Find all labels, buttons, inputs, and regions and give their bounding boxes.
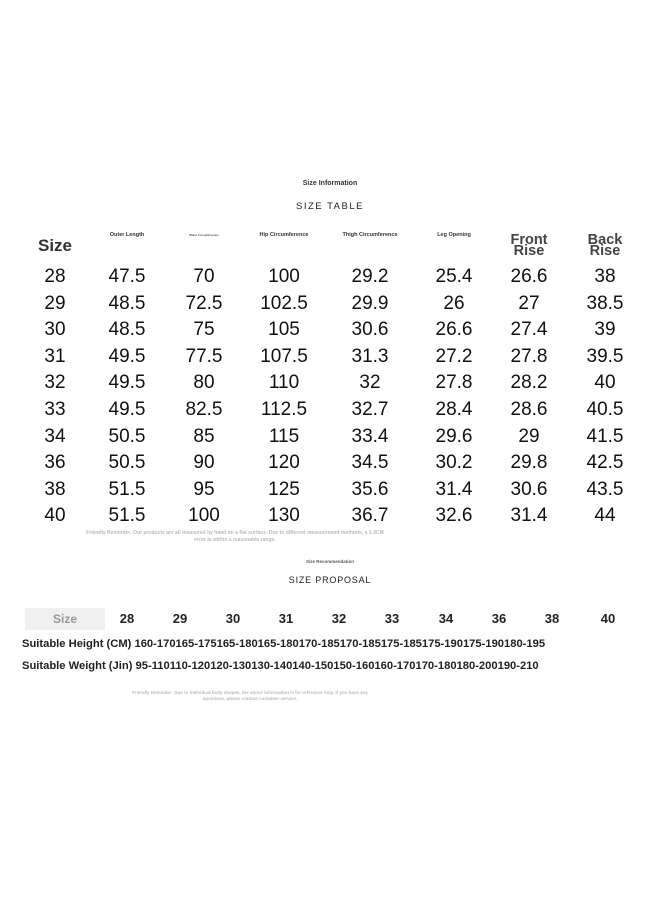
proposal-size-cell: 40 — [600, 611, 616, 626]
table-cell: 41.5 — [586, 425, 624, 447]
table-cell: 36.7 — [351, 505, 389, 527]
table-cell: 27.2 — [435, 345, 473, 367]
table-cell: 42.5 — [586, 452, 624, 474]
table-cell: 49.5 — [108, 398, 146, 420]
table-row — [22, 264, 632, 291]
table-cell: 75 — [193, 319, 215, 341]
table-cell: 130 — [268, 505, 300, 527]
table-cell: 30.6 — [351, 319, 389, 341]
table-row — [22, 424, 632, 451]
table-cell: 40 — [44, 505, 66, 527]
table-row — [22, 344, 632, 371]
table-cell: 26.6 — [510, 266, 548, 287]
size-table-body — [22, 264, 632, 530]
table-cell: 51.5 — [108, 505, 146, 527]
table-cell: 48.5 — [108, 319, 146, 341]
table-cell: 85 — [193, 425, 215, 447]
table-row — [22, 397, 632, 424]
size-table-header — [22, 228, 632, 264]
table-cell: 125 — [268, 478, 300, 500]
table-cell: 90 — [193, 452, 215, 474]
measurement-reminder: Friendly Reminder: Our products are all measured by hand on a flat surface. Due to different measurement methods, a 1-3CM error is within a reasonable range. — [86, 530, 384, 543]
table-cell: 28 — [44, 266, 66, 287]
table-cell: 39.5 — [586, 345, 624, 367]
proposal-size-cell: 33 — [384, 611, 400, 626]
table-cell: 33 — [44, 398, 66, 420]
header-leg-opening: Leg Opening — [437, 232, 471, 238]
table-cell: 29.6 — [435, 425, 473, 447]
table-cell: 25.4 — [435, 266, 473, 287]
table-cell: 27.8 — [510, 345, 548, 367]
table-cell: 28.2 — [510, 372, 548, 394]
header-front-rise: Front Rise — [510, 232, 548, 259]
table-cell: 40 — [594, 372, 616, 394]
table-cell: 29 — [44, 292, 66, 314]
table-row — [22, 450, 632, 477]
table-row — [22, 291, 632, 318]
table-cell: 29 — [518, 425, 540, 447]
table-cell: 70 — [193, 266, 215, 287]
table-cell: 102.5 — [260, 292, 308, 314]
table-cell: 40.5 — [586, 398, 624, 420]
table-cell: 32 — [359, 372, 381, 394]
reference-reminder: Friendly Reminder: Due to individual body shapes, the above information is for reference only. If you have any questions, please contact customer service. — [132, 690, 368, 701]
table-cell: 30.6 — [510, 478, 548, 500]
table-cell: 43.5 — [586, 478, 624, 500]
table-cell: 44 — [594, 505, 616, 527]
table-cell: 82.5 — [185, 398, 223, 420]
table-cell: 31.3 — [351, 345, 389, 367]
proposal-size-label: Size — [25, 608, 105, 630]
proposal-size-cell: 32 — [331, 611, 347, 626]
header-waist-circumference: Waist Circumference — [189, 233, 219, 237]
table-cell: 28.6 — [510, 398, 548, 420]
table-cell: 49.5 — [108, 345, 146, 367]
table-cell: 95 — [193, 478, 215, 500]
suitable-weight-row: Suitable Weight (Jin) 95-110110-120120-130130-140140-150150-160160-170170-180180-200190-210 — [22, 660, 539, 672]
table-cell: 38 — [594, 266, 616, 287]
table-cell: 100 — [268, 266, 300, 287]
table-cell: 120 — [268, 452, 300, 474]
header-outer-length: Outer Length — [109, 232, 145, 238]
table-cell: 32.6 — [435, 505, 473, 527]
table-cell: 29.9 — [351, 292, 389, 314]
table-cell: 34.5 — [351, 452, 389, 474]
table-cell: 35.6 — [351, 478, 389, 500]
size-recommendation-title: Size Recommendation — [305, 559, 354, 564]
table-cell: 30.2 — [435, 452, 473, 474]
proposal-size-cell: 28 — [119, 611, 135, 626]
table-cell: 33.4 — [351, 425, 389, 447]
proposal-size-cell: 36 — [491, 611, 507, 626]
table-cell: 72.5 — [185, 292, 223, 314]
table-row — [22, 317, 632, 344]
table-cell: 31.4 — [435, 478, 473, 500]
proposal-size-cell: 31 — [278, 611, 294, 626]
table-cell: 39 — [594, 319, 616, 341]
table-cell: 28.4 — [435, 398, 473, 420]
table-cell: 38.5 — [586, 292, 624, 314]
table-cell: 50.5 — [108, 425, 146, 447]
table-cell: 32 — [44, 372, 66, 394]
proposal-size-cell: 29 — [172, 611, 188, 626]
table-cell: 51.5 — [108, 478, 146, 500]
header-thigh-circumference: Thigh Circumference — [342, 232, 398, 238]
table-row — [22, 503, 632, 530]
table-cell: 107.5 — [260, 345, 308, 367]
table-cell: 38 — [44, 478, 66, 500]
table-cell: 110 — [268, 372, 300, 394]
size-proposal-table — [0, 605, 660, 672]
table-cell: 49.5 — [108, 372, 146, 394]
table-cell: 36 — [44, 452, 66, 474]
table-cell: 105 — [268, 319, 300, 341]
table-cell: 31 — [44, 345, 66, 367]
table-cell: 26.6 — [435, 319, 473, 341]
table-cell: 34 — [44, 425, 66, 447]
table-cell: 47.5 — [108, 266, 146, 287]
table-cell: 115 — [268, 425, 300, 447]
table-cell: 27.8 — [435, 372, 473, 394]
table-cell: 31.4 — [510, 505, 548, 527]
proposal-size-cell: 34 — [438, 611, 454, 626]
table-cell: 29.8 — [510, 452, 548, 474]
table-cell: 29.2 — [351, 266, 389, 287]
size-information-title: Size Information — [302, 180, 358, 187]
size-table-title: SIZE TABLE — [296, 201, 364, 212]
table-cell: 80 — [193, 372, 215, 394]
table-cell: 48.5 — [108, 292, 146, 314]
proposal-size-row — [0, 605, 660, 633]
table-cell: 32.7 — [351, 398, 389, 420]
table-cell: 77.5 — [185, 345, 223, 367]
suitable-height-row: Suitable Height (CM) 160-170165-175165-180165-180170-185170-185175-185175-190175-190180-195 — [22, 638, 546, 650]
header-back-rise: Back Rise — [587, 232, 623, 259]
size-table — [22, 228, 632, 530]
table-row — [22, 370, 632, 397]
table-cell: 112.5 — [260, 398, 308, 420]
header-hip-circumference: Hip Circumference — [259, 232, 309, 238]
proposal-size-cell: 30 — [225, 611, 241, 626]
table-cell: 100 — [188, 505, 220, 527]
table-cell: 30 — [44, 319, 66, 341]
size-proposal-title: SIZE PROPOSAL — [288, 575, 372, 585]
table-cell: 27 — [518, 292, 540, 314]
table-cell: 50.5 — [108, 452, 146, 474]
table-cell: 26 — [443, 292, 465, 314]
table-row — [22, 477, 632, 504]
table-cell: 27.4 — [510, 319, 548, 341]
proposal-size-cell: 38 — [544, 611, 560, 626]
header-size: Size — [37, 236, 73, 255]
